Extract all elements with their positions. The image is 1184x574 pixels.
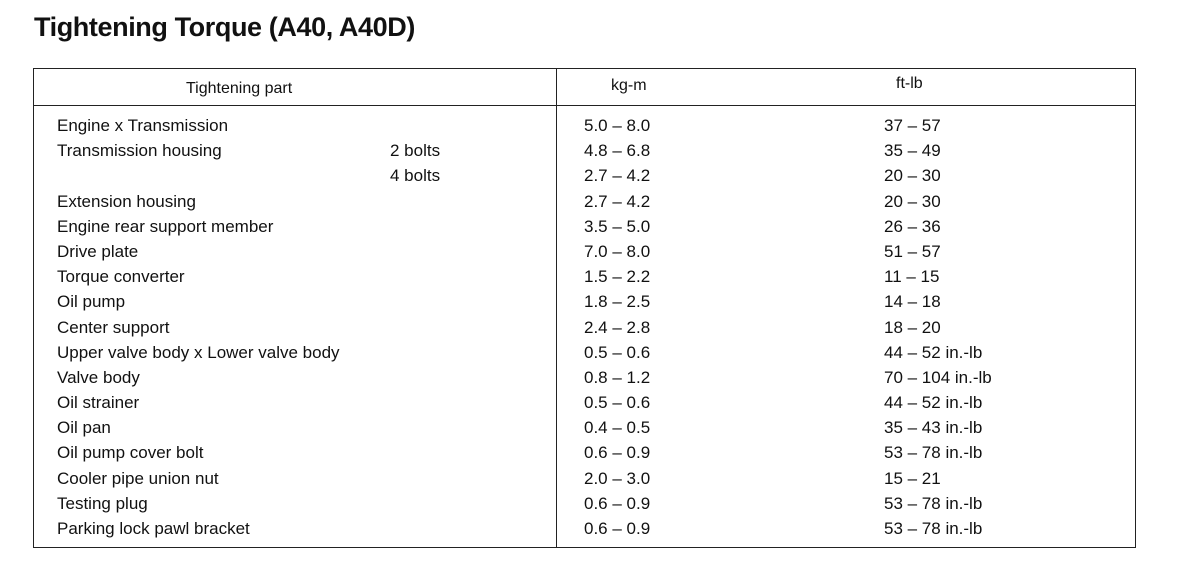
kg-m-cell: 0.5 – 0.6 — [584, 342, 651, 362]
table-row — [34, 292, 1135, 317]
table-row — [34, 192, 1135, 217]
ft-lb-cell: 53 – 78 in.-lb — [884, 493, 983, 513]
page-title: Tightening Torque (A40, A40D) — [34, 12, 415, 42]
kg-m-cell: 0.4 – 0.5 — [584, 418, 651, 438]
table-row — [34, 217, 1135, 242]
ft-lb-cell: 14 – 18 — [884, 292, 941, 312]
table-row — [34, 469, 1135, 494]
kg-m-cell: 2.4 – 2.8 — [584, 317, 651, 337]
kg-m-cell: 0.6 – 0.9 — [584, 493, 651, 513]
ft-lb-cell: 26 – 36 — [884, 216, 941, 236]
header-kg-m: kg-m — [611, 77, 647, 94]
ft-lb-cell: 35 – 43 in.-lb — [884, 418, 983, 438]
table-row — [34, 519, 1135, 544]
part-cell: Oil pump cover bolt — [57, 443, 204, 463]
ft-lb-cell: 51 – 57 — [884, 241, 941, 261]
kg-m-cell: 2.0 – 3.0 — [584, 468, 651, 488]
part-cell: Engine x Transmission — [57, 116, 229, 135]
part-cell: Testing plug — [57, 493, 148, 513]
kg-m-cell: 3.5 – 5.0 — [584, 216, 651, 236]
table-row — [34, 443, 1135, 468]
table-row — [34, 393, 1135, 418]
table-body — [34, 116, 1135, 544]
table-row — [34, 368, 1135, 393]
ft-lb-cell: 53 – 78 in.-lb — [884, 519, 983, 538]
ft-lb-cell: 20 – 30 — [884, 191, 941, 211]
ft-lb-cell: 44 – 52 in.-lb — [884, 393, 983, 413]
part-cell: Parking lock pawl bracket — [57, 519, 250, 538]
part-cell: Cooler pipe union nut — [57, 468, 219, 488]
header-divider — [34, 105, 1135, 106]
ft-lb-cell: 18 – 20 — [884, 317, 941, 337]
table-row — [34, 318, 1135, 343]
ft-lb-cell: 11 – 15 — [884, 267, 940, 287]
part-cell: Oil strainer — [57, 393, 140, 413]
part-cell: Valve body — [57, 367, 140, 387]
table-row — [34, 116, 1135, 141]
part-cell: Transmission housing — [57, 141, 222, 161]
part-cell: Torque converter — [57, 267, 185, 287]
kg-m-cell: 1.5 – 2.2 — [584, 267, 651, 287]
header-ft-lb: ft-lb — [896, 75, 923, 92]
note-cell: 4 bolts — [390, 166, 441, 186]
table-row — [34, 141, 1135, 166]
torque-table — [33, 68, 1136, 548]
table-row — [34, 166, 1135, 191]
ft-lb-cell: 20 – 30 — [884, 166, 941, 186]
kg-m-cell: 0.8 – 1.2 — [584, 367, 651, 387]
part-cell: Upper valve body x Lower valve body — [57, 342, 340, 362]
kg-m-cell: 4.8 – 6.8 — [584, 141, 651, 161]
kg-m-cell: 5.0 – 8.0 — [584, 116, 651, 135]
table-row — [34, 494, 1135, 519]
header-tightening-part: Tightening part — [186, 80, 293, 97]
ft-lb-cell: 53 – 78 in.-lb — [884, 443, 983, 463]
kg-m-cell: 0.6 – 0.9 — [584, 443, 651, 463]
kg-m-cell: 2.7 – 4.2 — [584, 191, 651, 211]
table-row — [34, 418, 1135, 443]
note-cell: 2 bolts — [390, 141, 441, 161]
ft-lb-cell: 44 – 52 in.-lb — [884, 342, 983, 362]
ft-lb-cell: 35 – 49 — [884, 141, 941, 161]
part-cell: Drive plate — [57, 241, 139, 261]
kg-m-cell: 1.8 – 2.5 — [584, 292, 651, 312]
part-cell: Engine rear support member — [57, 216, 274, 236]
kg-m-cell: 0.5 – 0.6 — [584, 393, 651, 413]
part-cell: Extension housing — [57, 191, 196, 211]
table-row — [34, 343, 1135, 368]
kg-m-cell: 0.6 – 0.9 — [584, 519, 651, 538]
part-cell: Center support — [57, 317, 170, 337]
ft-lb-cell: 37 – 57 — [884, 116, 941, 135]
part-cell: Oil pan — [57, 418, 111, 438]
ft-lb-cell: 70 – 104 in.-lb — [884, 367, 992, 387]
table-row — [34, 242, 1135, 267]
ft-lb-cell: 15 – 21 — [884, 468, 941, 488]
kg-m-cell: 7.0 – 8.0 — [584, 241, 651, 261]
table-row — [34, 267, 1135, 292]
part-cell: Oil pump — [57, 292, 126, 312]
kg-m-cell: 2.7 – 4.2 — [584, 166, 651, 186]
